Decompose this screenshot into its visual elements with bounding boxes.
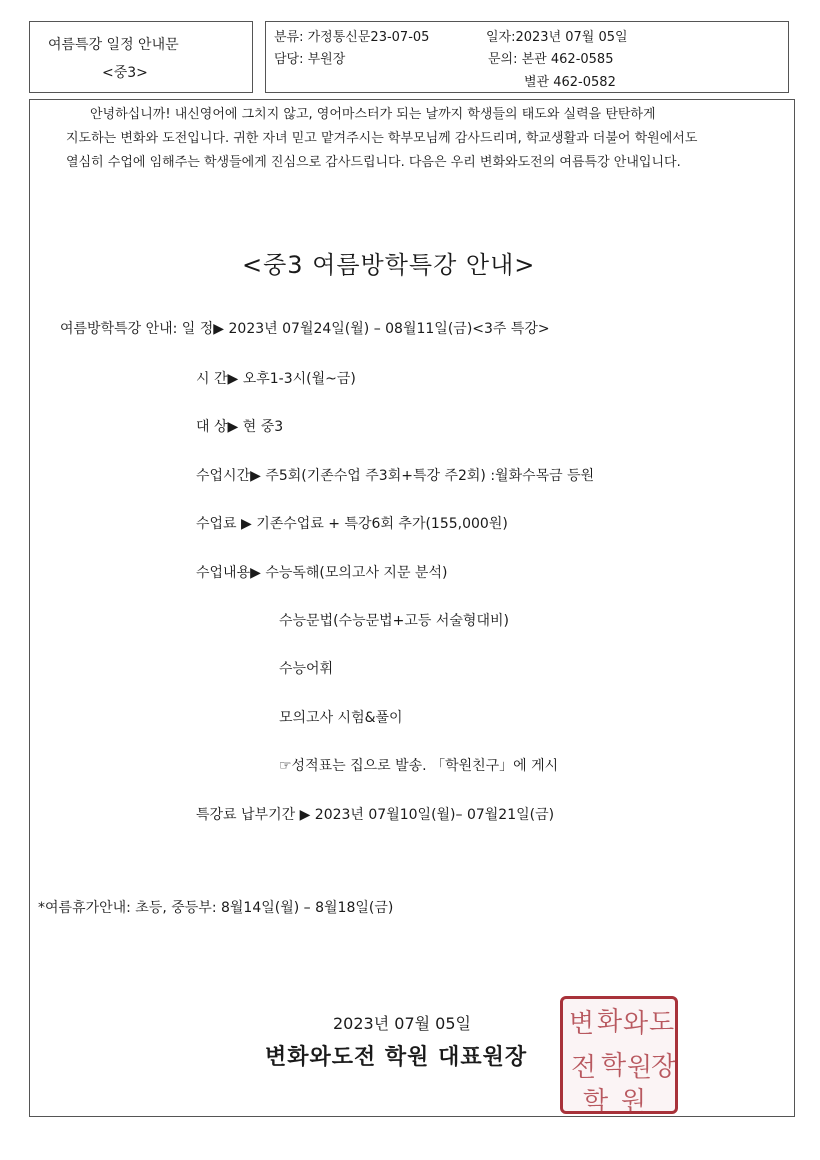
intro-paragraph [66, 103, 756, 175]
header-contact-main: 문의: 본관 462-0585 [488, 52, 614, 67]
header-title-box [29, 21, 253, 93]
seal-char: 학 [601, 1051, 627, 1081]
seal-char: 와 [623, 1009, 649, 1039]
seal-char: 화 [597, 1007, 623, 1037]
seal-char: 원 [627, 1053, 653, 1083]
header-info-box [265, 21, 789, 93]
intro-line-3: 열심히 수업에 임해주는 학생들에게 진심으로 감사드립니다. 다음은 우리 변화와도전의 여름특강 안내입니다. [66, 155, 681, 170]
seal-char: 변 [569, 1009, 595, 1039]
detail-content-4: 모의고사 시험&풀이 [279, 710, 403, 726]
vacation-notice: *여름휴가안내: 초등, 중등부: 8월14일(월) – 8월18일(금) [38, 900, 394, 916]
detail-target: 대 상▶ 현 중3 [196, 419, 284, 435]
header-contact-annex: 별관 462-0582 [524, 75, 616, 90]
detail-schedule: 여름방학특강 안내: 일 정▶ 2023년 07월24일(월) – 08월11일(금)<3주 특강> [60, 321, 550, 337]
header-date: 일자:2023년 07월 05일 [486, 30, 628, 45]
intro-line-1: 안녕하십니까! 내신영어에 그치지 않고, 영어마스터가 되는 날까지 학생들의 태도와 실력을 탄탄하게 [90, 107, 656, 122]
seal-char: 원 [621, 1087, 647, 1117]
detail-content-2: 수능문법(수능문법+고등 서술형대비) [279, 613, 509, 629]
detail-class-time: 수업시간▶ 주5회(기존수업 주3회+특강 주2회) :월화수목금 등원 [196, 468, 595, 484]
intro-line-2: 지도하는 변화와 도전입니다. 귀한 자녀 믿고 맡겨주시는 학부모님께 감사드리며, 학교생활과 더불어 학원에서도 [66, 131, 698, 146]
seal-char: 전 [571, 1053, 597, 1083]
main-title: <중3 여름방학특강 안내> [242, 251, 536, 279]
official-seal-stamp [560, 996, 678, 1117]
detail-content: 수업내용▶ 수능독해(모의고사 지문 분석) [196, 565, 448, 581]
footer-date: 2023년 07월 05일 [333, 1014, 471, 1033]
header-category: 분류: 가정통신문23-07-05 [274, 30, 430, 45]
seal-char: 학 [583, 1087, 609, 1117]
footer-signer: 변화와도전 학원 대표원장 [265, 1045, 528, 1070]
seal-char: 장 [651, 1052, 677, 1082]
header-manager: 담당: 부원장 [274, 52, 346, 67]
header-title: 여름특강 일정 안내문 [48, 37, 179, 53]
seal-char: 도 [649, 1008, 675, 1038]
detail-time: 시 간▶ 오후1-3시(월~금) [196, 371, 356, 387]
detail-payment: 특강료 납부기간 ▶ 2023년 07월10일(월)– 07월21일(금) [196, 807, 555, 823]
detail-content-5: ☞성적표는 집으로 발송. 「학원친구」에 게시 [279, 758, 559, 774]
header-subtitle: <중3> [102, 65, 148, 81]
detail-fee: 수업료 ▶ 기존수업료 + 특강6회 추가(155,000원) [196, 516, 508, 532]
detail-content-3: 수능어휘 [279, 661, 334, 677]
